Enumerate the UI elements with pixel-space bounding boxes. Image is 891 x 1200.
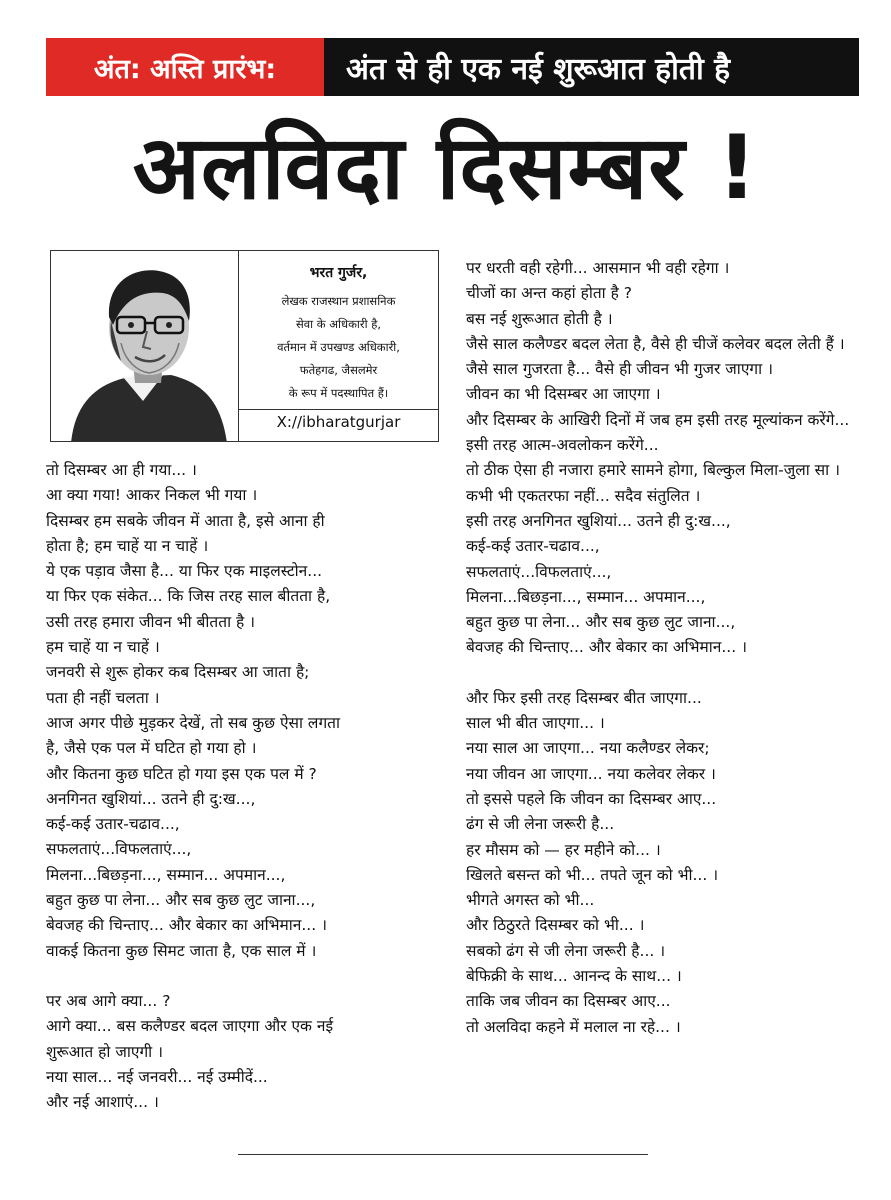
article-line: ताकि जब जीवन का दिसम्बर आए... <box>466 992 671 1011</box>
article-line: वाकई कितना कुछ सिमट जाता है, एक साल में । <box>46 941 317 960</box>
article-line: और कितना कुछ घटित हो गया इस एक पल में ? <box>46 764 317 783</box>
banner-subtitle: अंत से ही एक नई शुरूआत होती है <box>324 38 859 96</box>
article-line: तो दिसम्बर आ ही गया... । <box>46 461 197 479</box>
article-line: और ठिठुरते दिसम्बर को भी... । <box>466 916 645 935</box>
author-box <box>50 250 439 442</box>
article-line: इसी तरह अनगिनत खुशियां... उतने ही दु:ख..., <box>466 511 731 530</box>
article-left-column <box>46 458 442 1115</box>
article-line: खिलते बसन्त को भी... तपते जून को भी... । <box>466 865 719 884</box>
author-bio-line: सेवा के अधिकारी है, <box>295 317 382 331</box>
author-portrait <box>51 251 239 441</box>
article-line: मिलना...बिछड़ना..., सम्मान... अपमान..., <box>46 865 286 884</box>
article-line: बहुत कुछ पा लेना... और सब कुछ लुट जाना..., <box>46 891 316 910</box>
article-line: नया जीवन आ जाएगा... नया कलेवर लेकर । <box>466 764 716 783</box>
article-line: बस नई शुरूआत होती है । <box>466 309 613 328</box>
article-line: आ क्या गया! आकर निकल भी गया । <box>46 486 258 505</box>
article-headline: अलविदा दिसम्बर ! <box>132 116 759 219</box>
article-line: नया साल आ जाएगा... नया कलैण्डर लेकर; <box>466 739 710 758</box>
author-bio-line: के रूप में पदस्थापित हैं। <box>288 386 389 400</box>
banner-tagline-label: अंत: अस्ति प्रारंभ: <box>46 38 324 96</box>
article-line: और दिसम्बर के आखिरी दिनों में जब हम इसी तरह मूल्यांकन करेंगे... <box>466 410 850 429</box>
article-line: शुरूआत हो जाएगी । <box>46 1042 163 1061</box>
article-line: बेवजह की चिन्ताए... और बेकार का अभिमान... । <box>466 638 747 657</box>
article-line: बेवजह की चिन्ताए... और बेकार का अभिमान... । <box>46 916 327 935</box>
article-line: आज अगर पीछे मुड़कर देखें, तो सब कुछ ऐसा लगता <box>46 713 341 732</box>
author-bio-line: लेखक राजस्थान प्रशासनिक <box>281 294 396 308</box>
footer-divider <box>238 1154 648 1155</box>
article-line: बहुत कुछ पा लेना... और सब कुछ लुट जाना..., <box>466 613 736 632</box>
article-line: ढंग से जी लेना जरूरी है... <box>466 815 615 834</box>
author-bio-line: वर्तमान में उपखण्ड अधिकारी, <box>277 340 400 354</box>
banner <box>46 38 859 96</box>
article-line: जनवरी से शुरू होकर कब दिसम्बर आ जाता है; <box>46 663 310 682</box>
article-line: और फिर इसी तरह दिसम्बर बीत जाएगा... <box>466 688 702 707</box>
article-line: जैसे साल गुजरता है... वैसे ही जीवन भी गुजर जाएगा । <box>466 360 773 379</box>
article-line: जैसे साल कलैण्डर बदल लेता है, वैसे ही चीजें कलेवर बदल लेती हैं । <box>466 334 845 353</box>
article-line: इसी तरह आत्म-अवलोकन करेंगे... <box>466 436 659 455</box>
article-line: भीगते अगस्त को भी... <box>466 891 595 910</box>
article-line: बेफिक्री के साथ... आनन्द के साथ... । <box>466 967 682 986</box>
article-line: साल भी बीत जाएगा... । <box>466 714 605 733</box>
article-line: सफलताएं...विफलताएं..., <box>466 562 612 581</box>
article-line: तो अलविदा कहने में मलाल ना रहे... । <box>466 1017 681 1036</box>
author-name: भरत गुर्जर, <box>309 265 368 281</box>
article-line: दिसम्बर हम सबके जीवन में आता है, इसे आना ही <box>46 511 325 530</box>
article-line: नया साल... नई जनवरी... नई उम्मीदें... <box>46 1067 268 1086</box>
author-social-handle: X://ibharatgurjar <box>239 409 438 431</box>
author-info <box>239 251 438 441</box>
article-line: कई-कई उतार-चढाव..., <box>46 815 180 834</box>
article-line: मिलना...बिछड़ना..., सम्मान... अपमान..., <box>466 587 706 606</box>
article-line: चीजों का अन्त कहां होता है ? <box>466 284 633 303</box>
article-line: पता ही नहीं चलता । <box>46 688 160 707</box>
article-line: पर धरती वही रहेगी... आसमान भी वही रहेगा । <box>466 259 730 277</box>
author-portrait-illustration <box>51 251 239 441</box>
article-line: सबको ढंग से जी लेना जरूरी है... । <box>466 941 666 960</box>
article-line: हर मौसम को — हर महीने को... । <box>466 840 661 859</box>
article-line: उसी तरह हमारा जीवन भी बीतता है । <box>46 612 256 631</box>
article-line: कभी भी एकतरफा नहीं... सदैव संतुलित । <box>466 486 701 505</box>
article-line: कई-कई उतार-चढाव..., <box>466 537 600 556</box>
article-line: आगे क्या... बस कलैण्डर बदल जाएगा और एक नई <box>46 1017 334 1036</box>
article-line: जीवन का भी दिसम्बर आ जाएगा । <box>466 385 661 404</box>
author-bio-line: फतेहगढ, जैसलमेर <box>299 363 378 377</box>
article-line: पर अब आगे क्या... ? <box>46 991 171 1010</box>
article-line: सफलताएं...विफलताएं..., <box>46 840 192 859</box>
article-line: है, जैसे एक पल में घटित हो गया हो । <box>46 739 257 758</box>
article-line: होता है; हम चाहें या न चाहें । <box>46 536 209 555</box>
article-right-column <box>466 256 864 1040</box>
article-line: अनगिनत खुशियां... उतने ही दु:ख..., <box>46 789 256 808</box>
article-line: तो ठीक ऐसा ही नजारा हमारे सामने होगा, बिल्कुल मिला-जुला सा । <box>466 461 840 480</box>
article-line: या फिर एक संकेत... कि जिस तरह साल बीतता है, <box>46 587 331 606</box>
article-line: तो इससे पहले कि जीवन का दिसम्बर आए... <box>466 789 717 808</box>
article-line: ये एक पड़ाव जैसा है... या फिर एक माइलस्टोन... <box>46 562 323 581</box>
article-line: और नई आशाएं... । <box>46 1093 159 1112</box>
article-line: हम चाहें या न चाहें । <box>46 638 160 657</box>
